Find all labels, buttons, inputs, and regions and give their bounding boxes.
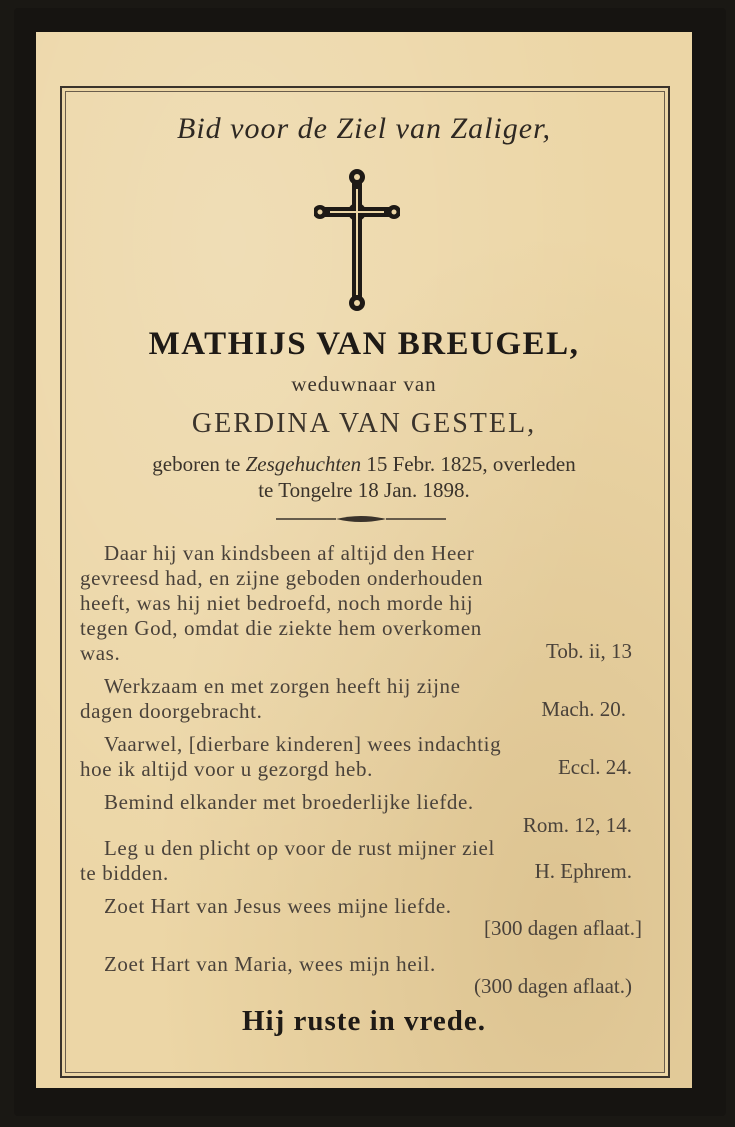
- verse-2-line-2: dagen doorgebracht.: [80, 699, 263, 723]
- verse-1-line-2: gevreesd had, en zijne geboden onderhouden: [80, 566, 484, 590]
- deceased-name: MATHIJS VAN BREUGEL,: [148, 326, 580, 362]
- birth-line: [36, 452, 692, 477]
- verse-3-line-2: hoe ik altijd voor u gezorgd heb.: [80, 757, 373, 781]
- ornate-cross-icon: [314, 167, 400, 313]
- verse-6-line-1: Zoet Hart van Jesus wees mijne liefde.: [104, 894, 452, 918]
- verse-4-reference: Rom. 12, 14.: [522, 813, 632, 837]
- closing-blessing: Hij ruste in vrede.: [242, 1005, 486, 1037]
- relation-text: weduwnaar van: [291, 372, 437, 396]
- birth-place: Zesgehuchten: [245, 452, 362, 476]
- verse-1-line-5: was.: [80, 641, 121, 665]
- spouse-name: GERDINA VAN GESTEL,: [191, 408, 537, 439]
- verse-7-reference: (300 dagen aflaat.): [473, 974, 632, 998]
- prayer-header: Bid voor de Ziel van Zaliger,: [177, 112, 551, 145]
- verse-3-line-1: Vaarwel, [dierbare kinderen] wees indachtig: [104, 732, 502, 756]
- birth-date: 15 Febr. 1825, overleden: [366, 452, 576, 476]
- verse-4-line-1: Bemind elkander met broederlijke liefde.: [104, 790, 474, 814]
- verse-1-line-4: tegen God, omdat die ziekte hem overkomen: [80, 616, 482, 640]
- verse-1-line-1: Daar hij van kindsbeen af altijd den Heer: [104, 541, 475, 565]
- verse-5-line-1: Leg u den plicht op voor de rust mijner ziel: [104, 836, 495, 860]
- memorial-card: [36, 32, 692, 1088]
- verse-2-reference: Mach. 20.: [541, 697, 626, 721]
- birth-prefix: geboren te: [152, 452, 241, 476]
- verse-1-reference: Tob. ii, 13: [545, 639, 632, 663]
- verse-5-reference: H. Ephrem.: [534, 859, 632, 883]
- death-line: te Tongelre 18 Jan. 1898.: [258, 478, 470, 502]
- verse-5-line-2: te bidden.: [80, 861, 169, 885]
- verse-2-line-1: Werkzaam en met zorgen heeft hij zijne: [104, 674, 461, 698]
- verse-6-reference: [300 dagen aflaat.]: [483, 916, 642, 940]
- ornamental-divider: [276, 515, 446, 523]
- verse-3-reference: Eccl. 24.: [557, 755, 632, 779]
- verse-1-line-3: heeft, was hij niet bedroefd, noch morde hij: [80, 591, 474, 615]
- verse-7-line-1: Zoet Hart van Maria, wees mijn heil.: [104, 952, 436, 976]
